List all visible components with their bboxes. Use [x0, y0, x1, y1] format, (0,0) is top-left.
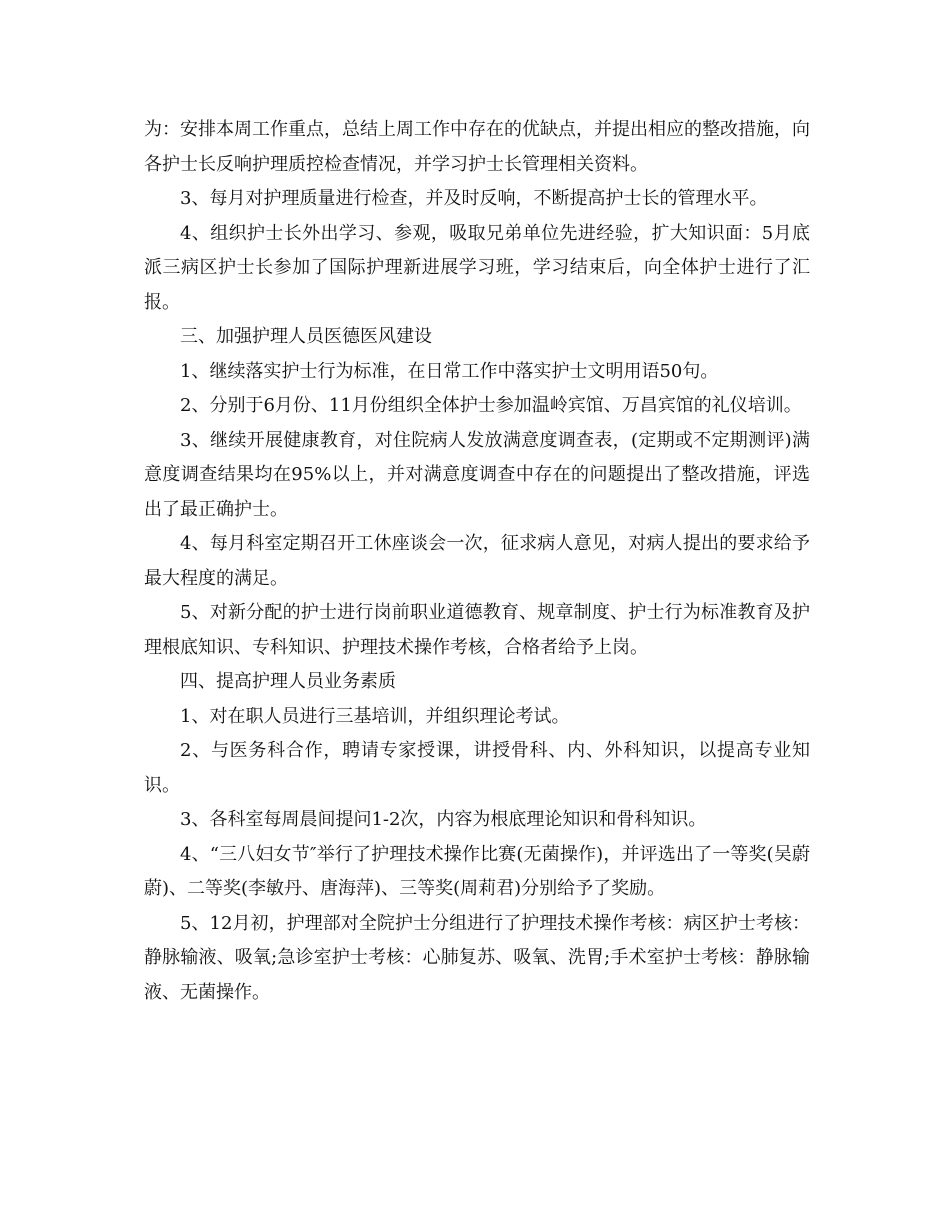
paragraph-item: 3、继续开展健康教育，对住院病人发放满意度调查表，(定期或不定期测评)满意度调查结果均在95%以上，并对满意度调查中存在的问题提出了整改措施，评选出了最正确护士。: [144, 429, 810, 520]
paragraph-item: 3、各科室每周晨间提问1-2次，内容为根底理论知识和骨科知识。: [180, 809, 707, 830]
paragraph-item: 4、“三八妇女节″举行了护理技术操作比赛(无菌操作)，并评选出了一等奖(吴蔚蔚)、二等奖(李敏丹、唐海萍)、三等奖(周莉君)分别给予了奖励。: [144, 843, 810, 899]
paragraph-continuation: 为：安排本周工作重点，总结上周工作中存在的优缺点，并提出相应的整改措施，向各护士长反响护理质控检查情况，并学习护士长管理相关资料。: [144, 119, 810, 175]
paragraph-item: 5、对新分配的护士进行岗前职业道德教育、规章制度、护士行为标准教育及护理根底知识、专科知识、护理技术操作考核，合格者给予上岗。: [144, 602, 810, 658]
paragraph-item: 1、对在职人员进行三基培训，并组织理论考试。: [180, 705, 570, 727]
section-heading: 四、提高护理人员业务素质: [180, 671, 396, 692]
paragraph-item: 2、分别于6月份、11月份组织全体护士参加温岭宾馆、万昌宾馆的礼仪培训。: [180, 395, 802, 416]
paragraph-item: 4、每月科室定期召开工休座谈会一次，征求病人意见，对病人提出的要求给予最大程度的满足。: [144, 533, 810, 589]
paragraph-item: 1、继续落实护士行为标准，在日常工作中落实护士文明用语50句。: [180, 360, 719, 382]
section-heading: 三、加强护理人员医德医风建设: [180, 326, 432, 347]
paragraph-item: 4、组织护士长外出学习、参观，吸取兄弟单位先进经验，扩大知识面：5月底派三病区护士长参加了国际护理新进展学习班，学习结束后，向全体护士进行了汇报。: [144, 222, 810, 313]
paragraph-item: 3、每月对护理质量进行检查，并及时反响，不断提高护士长的管理水平。: [180, 188, 768, 209]
document-body: [144, 113, 810, 1010]
paragraph-item: 2、与医务科合作，聘请专家授课，讲授骨科、内、外科知识，以提高专业知识。: [144, 740, 810, 796]
paragraph-item: 5、12月初，护理部对全院护士分组进行了护理技术操作考核：病区护士考核：静脉输液、吸氧;急诊室护士考核：心肺复苏、吸氧、洗胃;手术室护士考核：静脉输液、无菌操作。: [144, 912, 810, 1003]
